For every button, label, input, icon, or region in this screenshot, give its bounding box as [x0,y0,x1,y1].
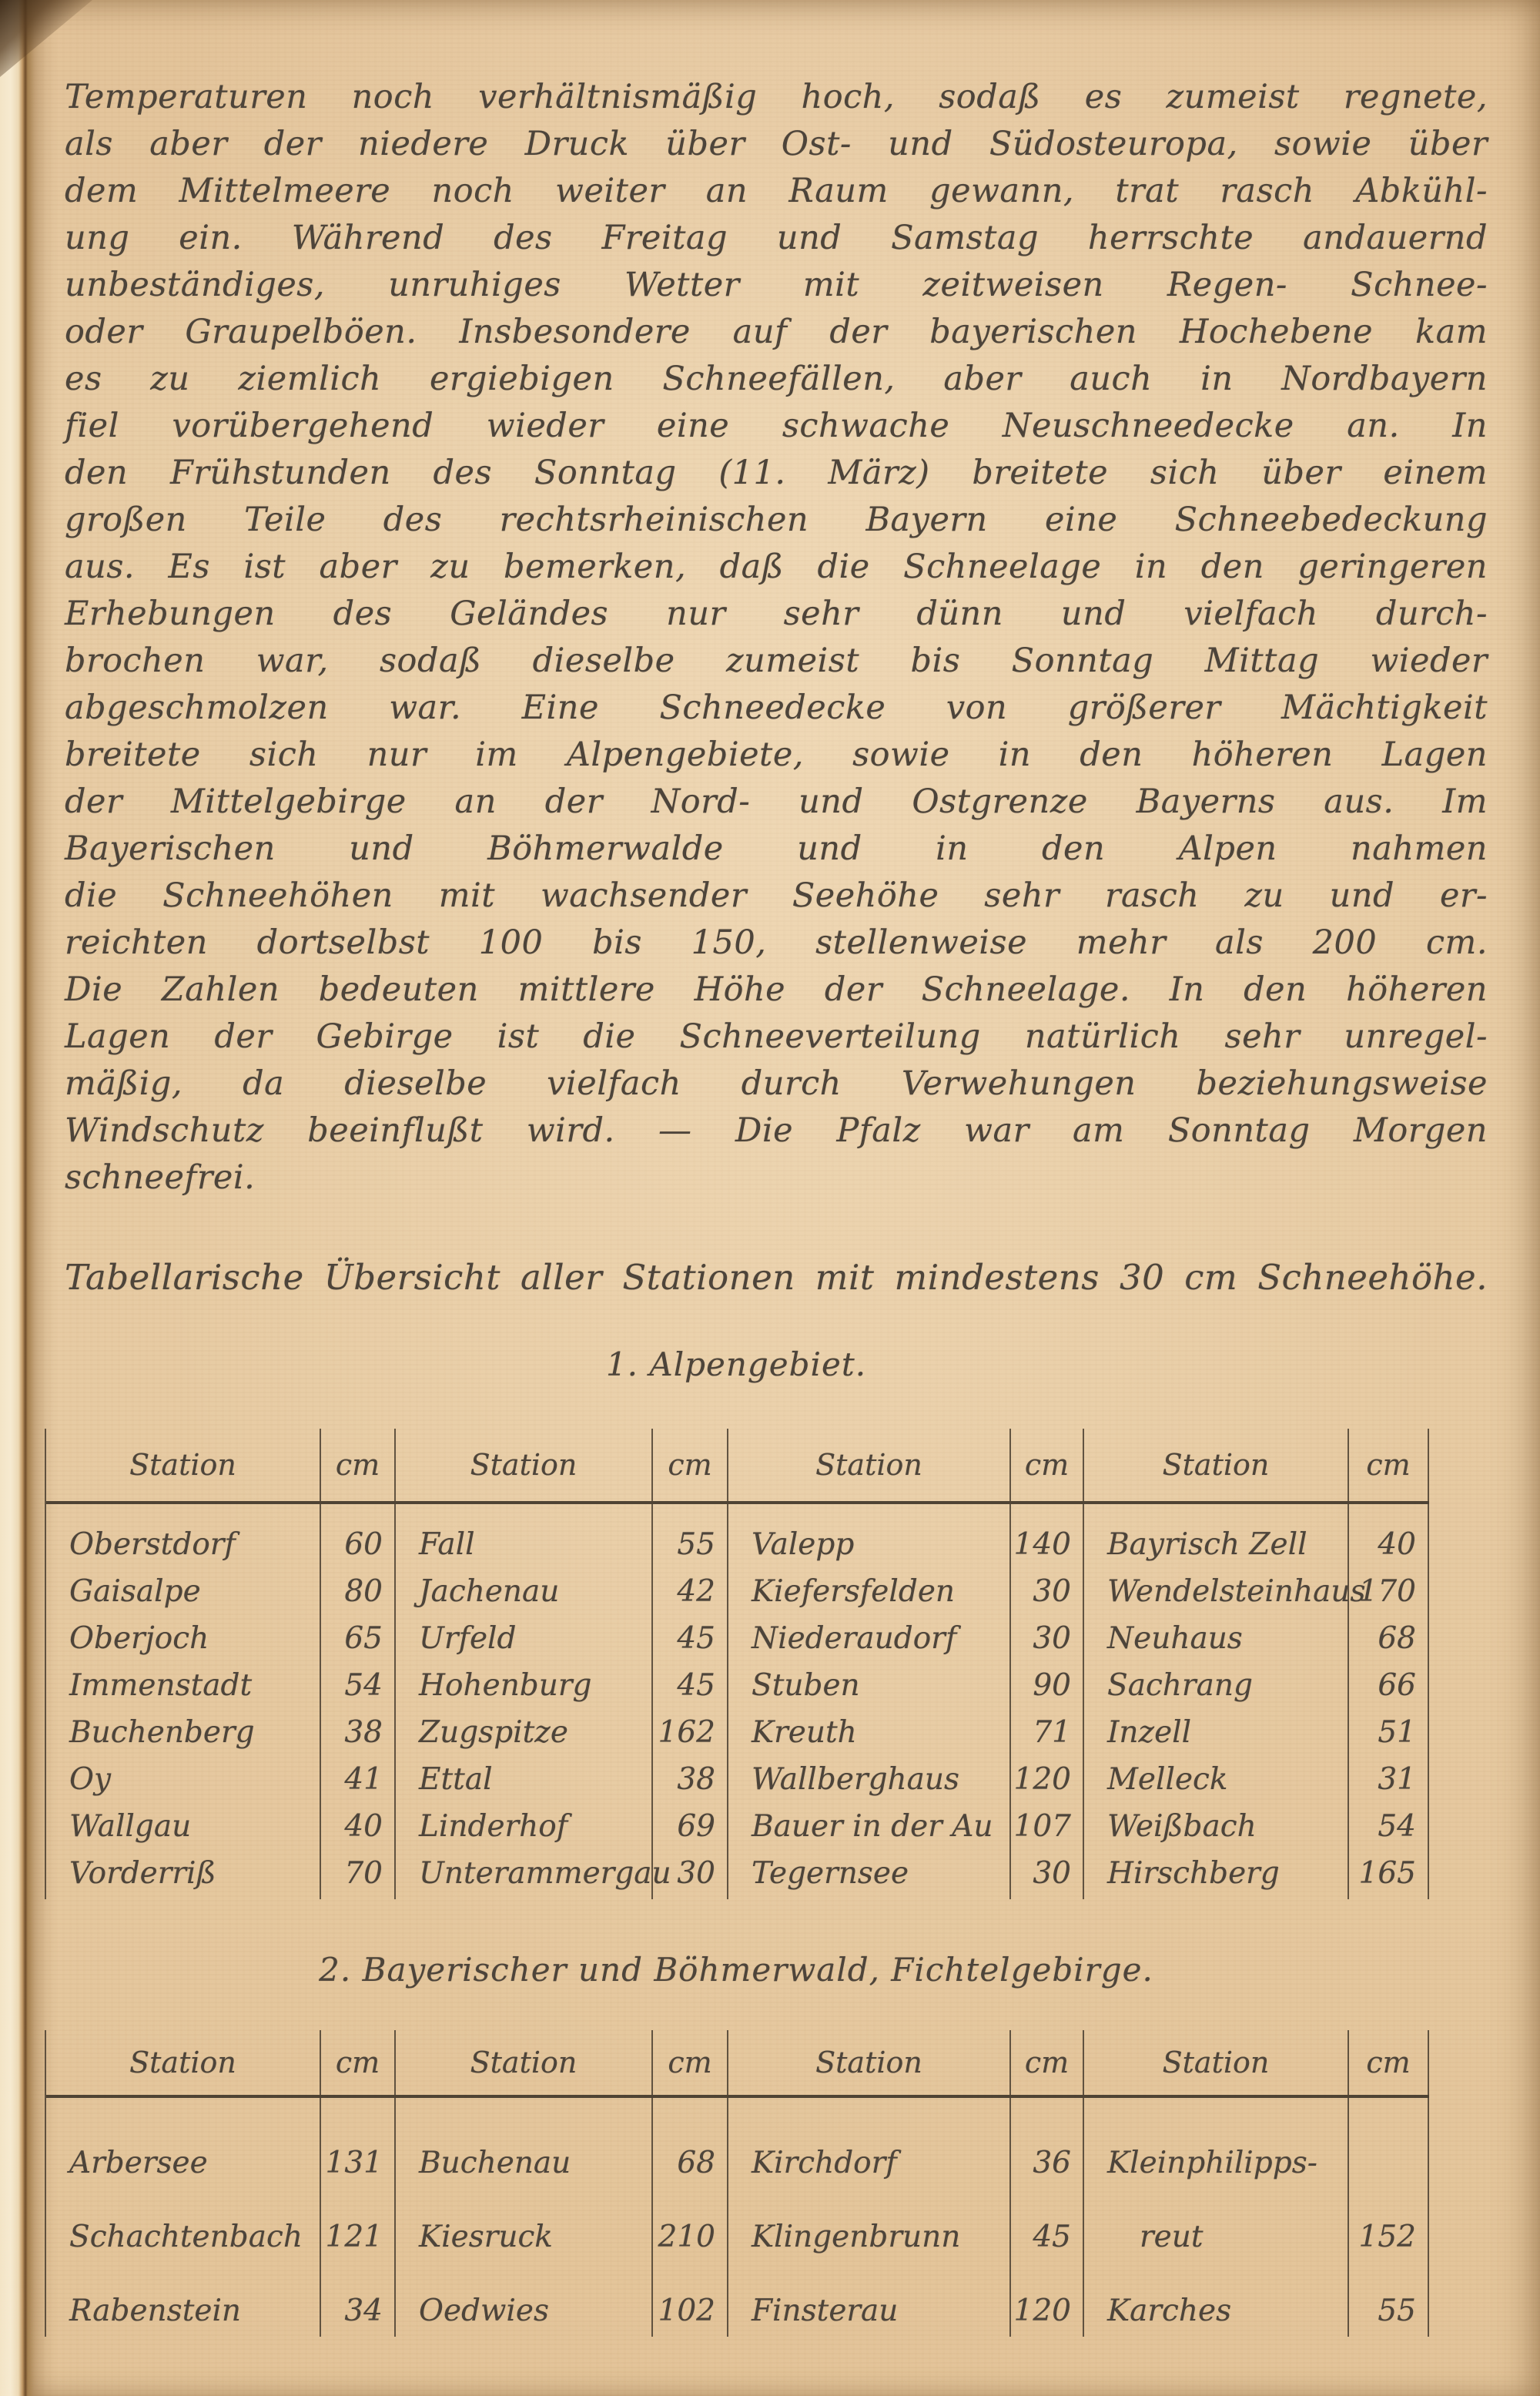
station-name-cell: Niederaudorf [728,1617,1011,1664]
station-name-cell: Kiefersfelden [728,1570,1011,1617]
station-name-cell: Jachenau [396,1570,653,1617]
station-name-cell: Linderhof [396,1805,653,1852]
column-header-station: Station [1084,2030,1349,2095]
snow-depth-cell: 30 [1011,1617,1084,1664]
station-name-cell: Schachtenbach [46,2189,321,2263]
snow-depth-cell: 102 [653,2263,728,2337]
paragraph-line-3: dem Mittelmeere noch weiter an Raum gewann, trat rasch Abkühl- [65,172,1488,210]
snow-depth-cell: 120 [1011,2263,1084,2337]
station-name-cell: Weißbach [1084,1805,1349,1852]
snow-depth-cell: 120 [1011,1758,1084,1805]
paragraph-line-24: schneefrei. [65,1158,256,1197]
station-name-cell: Buchenberg [46,1711,321,1758]
snow-depth-cell: 152 [1349,2189,1429,2263]
snow-depth-cell: 68 [1349,1617,1429,1664]
alpengebiet-snow-table [45,1429,1429,1899]
snow-depth-cell: 40 [1349,1504,1429,1570]
snow-depth-cell: 45 [1011,2189,1084,2263]
snow-depth-cell: 165 [1349,1852,1429,1899]
column-header-cm: cm [653,1429,728,1501]
paragraph-line-2: als aber der niedere Druck über Ost- und Südosteuropa, sowie über [65,125,1488,163]
station-name-cell: Neuhaus [1084,1617,1349,1664]
paragraph-line-8: fiel vorübergehend wieder eine schwache Neuschneedecke an. In [65,407,1488,445]
snow-depth-cell: 30 [1011,1852,1084,1899]
station-name-cell: Rabenstein [46,2263,321,2337]
station-name-cell: Kirchdorf [728,2098,1011,2189]
snow-depth-cell: 45 [653,1617,728,1664]
snow-depth-cell: 69 [653,1805,728,1852]
column-header-cm: cm [1349,2030,1429,2095]
overview-heading: Tabellarische Übersicht aller Stationen mit mindestens 30 cm Schneehöhe. [65,1257,1488,1298]
station-name-cell: Karches [1084,2263,1349,2337]
snow-depth-cell: 107 [1011,1805,1084,1852]
column-header-station: Station [728,1429,1011,1501]
station-name-cell: Hohenburg [396,1664,653,1711]
station-name-cell: Hirschberg [1084,1852,1349,1899]
snow-depth-cell: 36 [1011,2098,1084,2189]
column-header-station: Station [396,2030,653,2095]
paragraph-line-20: Die Zahlen bedeuten mittlere Höhe der Schneelage. In den höheren [65,970,1488,1009]
snow-depth-cell: 65 [321,1617,396,1664]
section-2-title: 2. Bayerischer und Böhmerwald, Fichtelgebirge. [319,1951,1153,1989]
paragraph-line-12: Erhebungen des Geländes nur sehr dünn und vielfach durch- [65,595,1488,633]
snow-depth-cell: 55 [653,1504,728,1570]
station-name-cell: Wallberghaus [728,1758,1011,1805]
station-name-cell: Sachrang [1084,1664,1349,1711]
column-header-cm: cm [1011,1429,1084,1501]
snow-depth-cell: 54 [1349,1805,1429,1852]
station-name-cell: Buchenau [396,2098,653,2189]
station-name-cell: Urfeld [396,1617,653,1664]
station-name-cell: Tegernsee [728,1852,1011,1899]
station-name-cell: Wendelsteinhaus [1084,1570,1349,1617]
station-name-cell: Arbersee [46,2098,321,2189]
paragraph-line-6: oder Graupelböen. Insbesondere auf der bayerischen Hochebene kam [65,313,1488,351]
snow-depth-cell: 51 [1349,1711,1429,1758]
snow-depth-cell: 31 [1349,1758,1429,1805]
snow-depth-cell: 38 [653,1758,728,1805]
column-header-station: Station [1084,1429,1349,1501]
paragraph-line-21: Lagen der Gebirge ist die Schneeverteilung natürlich sehr unregel- [65,1017,1488,1056]
station-name-cell: Inzell [1084,1711,1349,1758]
station-name-cell: Kiesruck [396,2189,653,2263]
column-header-cm: cm [321,2030,396,2095]
station-name-cell: Fall [396,1504,653,1570]
snow-depth-cell: 162 [653,1711,728,1758]
station-name-cell: Finsterau [728,2263,1011,2337]
station-name-cell: Oedwies [396,2263,653,2337]
station-name-cell: Oberjoch [46,1617,321,1664]
station-name-cell: Bauer in der Au [728,1805,1011,1852]
station-name-cell: Kreuth [728,1711,1011,1758]
station-name-cell: Wallgau [46,1805,321,1852]
snow-depth-cell: 60 [321,1504,396,1570]
paragraph-line-11: aus. Es ist aber zu bemerken, daß die Schneelage in den geringeren [65,548,1488,586]
station-name-cell: Oy [46,1758,321,1805]
snow-depth-cell [1349,2098,1429,2189]
station-name-cell: reut [1084,2189,1349,2263]
paragraph-line-15: breitete sich nur im Alpengebiete, sowie in den höheren Lagen [65,736,1488,774]
paragraph-line-5: unbeständiges, unruhiges Wetter mit zeitweisen Regen- Schnee- [65,266,1488,304]
snow-depth-cell: 55 [1349,2263,1429,2337]
snow-depth-cell: 210 [653,2189,728,2263]
snow-depth-cell: 30 [653,1852,728,1899]
snow-depth-cell: 41 [321,1758,396,1805]
snow-depth-cell: 80 [321,1570,396,1617]
paragraph-line-22: mäßig, da dieselbe vielfach durch Verwehungen beziehungsweise [65,1064,1488,1103]
paragraph-line-18: die Schneehöhen mit wachsender Seehöhe sehr rasch zu und er- [65,876,1488,915]
snow-depth-cell: 90 [1011,1664,1084,1711]
snow-depth-cell: 42 [653,1570,728,1617]
station-name-cell: Melleck [1084,1758,1349,1805]
station-name-cell: Zugspitze [396,1711,653,1758]
snow-depth-cell: 40 [321,1805,396,1852]
station-name-cell: Oberstdorf [46,1504,321,1570]
station-name-cell: Bayrisch Zell [1084,1504,1349,1570]
paragraph-line-19: reichten dortselbst 100 bis 150, stellenweise mehr als 200 cm. [65,923,1488,962]
paragraph-line-17: Bayerischen und Böhmerwalde und in den Alpen nahmen [65,829,1488,868]
snow-depth-cell: 121 [321,2189,396,2263]
column-header-cm: cm [1349,1429,1429,1501]
station-name-cell: Unterammergau [396,1852,653,1899]
station-name-cell: Kleinphilipps- [1084,2098,1349,2189]
column-header-cm: cm [1011,2030,1084,2095]
station-name-cell: Valepp [728,1504,1011,1570]
station-name-cell: Klingenbrunn [728,2189,1011,2263]
column-header-station: Station [46,2030,321,2095]
snow-depth-cell: 70 [321,1852,396,1899]
snow-depth-cell: 140 [1011,1504,1084,1570]
station-name-cell: Vorderriß [46,1852,321,1899]
section-1-title: 1. Alpengebiet. [605,1345,867,1383]
snow-depth-cell: 30 [1011,1570,1084,1617]
snow-depth-cell: 38 [321,1711,396,1758]
column-header-station: Station [46,1429,321,1501]
column-header-cm: cm [653,2030,728,2095]
snow-depth-cell: 45 [653,1664,728,1711]
paragraph-line-23: Windschutz beeinflußt wird. — Die Pfalz war am Sonntag Morgen [65,1111,1488,1150]
paragraph-line-1: Temperaturen noch verhältnismäßig hoch, sodaß es zumeist regnete, [65,78,1488,116]
paragraph-line-16: der Mittelgebirge an der Nord- und Ostgrenze Bayerns aus. Im [65,782,1488,821]
paragraph-line-9: den Frühstunden des Sonntag (11. März) breitete sich über einem [65,454,1488,492]
snow-depth-cell: 170 [1349,1570,1429,1617]
column-header-station: Station [728,2030,1011,2095]
station-name-cell: Immenstadt [46,1664,321,1711]
station-name-cell: Stuben [728,1664,1011,1711]
snow-depth-cell: 131 [321,2098,396,2189]
report-paragraph [65,74,1488,1201]
snow-depth-cell: 34 [321,2263,396,2337]
paragraph-line-10: großen Teile des rechtsrheinischen Bayern eine Schneebedeckung [65,501,1488,539]
snow-depth-cell: 66 [1349,1664,1429,1711]
paragraph-line-7: es zu ziemlich ergiebigen Schneefällen, aber auch in Nordbayern [65,360,1488,398]
station-name-cell: Ettal [396,1758,653,1805]
paragraph-line-14: abgeschmolzen war. Eine Schneedecke von größerer Mächtigkeit [65,689,1488,727]
column-header-cm: cm [321,1429,396,1501]
station-name-cell: Gaisalpe [46,1570,321,1617]
snow-depth-cell: 54 [321,1664,396,1711]
snow-depth-cell: 71 [1011,1711,1084,1758]
paragraph-line-4: ung ein. Während des Freitag und Samstag herrschte andauernd [65,219,1488,257]
boehmerwald-fichtelgebirge-snow-table [45,2030,1429,2337]
column-header-station: Station [396,1429,653,1501]
paragraph-line-13: brochen war, sodaß dieselbe zumeist bis Sonntag Mittag wieder [65,642,1488,680]
snow-depth-cell: 68 [653,2098,728,2189]
